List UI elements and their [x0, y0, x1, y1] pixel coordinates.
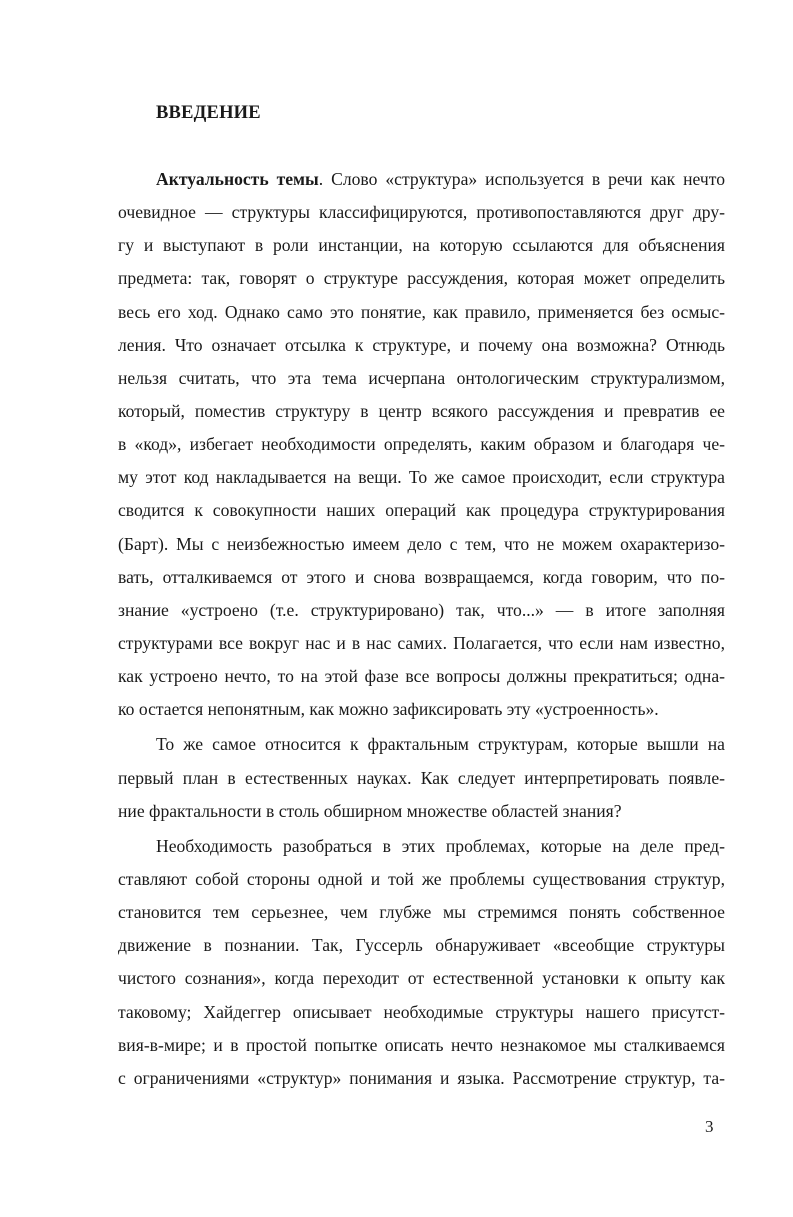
paragraph-3-line-1: Необходимость разобраться в этих проблемах, которые на деле пред- [156, 835, 725, 856]
paragraph-1-line-2: очевидное — структуры классифицируются, противопоставляются друг дру- [118, 202, 725, 223]
paragraph-3-line-6: таковому; Хайдеггер описывает необходимые структуры нашего присутст- [118, 1001, 725, 1022]
paragraph-3-line-2: ставляют собой стороны одной и той же проблемы существования структур, [118, 868, 725, 889]
paragraph-1-line-13: вать, отталкиваемся от этого и снова возвращаемся, когда говорим, что по- [118, 566, 725, 587]
paragraph-1-line-14: знание «устроено (т.е. структурировано) так, что...» — в итоге заполняя [118, 599, 725, 620]
paragraph-1-line-6: ления. Что означает отсылка к структуре, и почему она возможна? Отнюдь [118, 334, 725, 355]
paragraph-2-line-3: ние фрактальности в столь обширном множестве областей знания? [118, 800, 622, 821]
body-text [118, 163, 725, 1095]
paragraph-3-line-4: движение в познании. Так, Гуссерль обнаруживает «всеобщие структуры [118, 935, 725, 956]
paragraph-1-line-12: (Барт). Мы с неизбежностью имеем дело с тем, что не можем охарактеризо- [118, 533, 725, 554]
paragraph-3-line-7: вия-в-мире; и в простой попытке описать нечто незнакомое мы сталкиваемся [118, 1034, 725, 1055]
page-number: 3 [705, 1117, 714, 1136]
paragraph-3-line-5: чистого сознания», когда переходит от естественной установки к опыту как [118, 968, 725, 989]
paragraph-1-line-5: весь его ход. Однако само это понятие, как правило, применяется без осмыс- [118, 301, 725, 322]
section-heading: ВВЕДЕНИЕ [156, 103, 261, 123]
paragraph-1-line-1: Актуальность темы. Слово «структура» используется в речи как нечто [156, 169, 726, 189]
paragraph-2-line-1: То же самое относится к фрактальным структурам, которые вышли на [156, 734, 725, 755]
paragraph-1-line-8: который, поместив структуру в центр всякого рассуждения и превратив ее [118, 400, 725, 421]
paragraph-1-line-15: структурами все вокруг нас и в нас самих. Полагается, что если нам известно, [118, 632, 725, 653]
paragraph-1-line-4: предмета: так, говорят о структуре рассуждения, которая может определить [118, 268, 725, 289]
paragraph-1-line-3: гу и выступают в роли инстанции, на которую ссылаются для объяснения [118, 235, 725, 256]
paragraph-1-line-17: ко остается непонятным, как можно зафиксировать эту «устроенность». [118, 699, 659, 720]
paragraph-1-line-16: как устроено нечто, то на этой фазе все вопросы должны прекратиться; одна- [118, 666, 725, 687]
paragraph-1-line-7: нельзя считать, что эта тема исчерпана онтологическим структурализмом, [118, 367, 725, 388]
paragraph-3-line-3: становится тем серьезнее, чем глубже мы стремимся понять собственное [118, 902, 725, 923]
paragraph-1-line-11: сводится к совокупности наших операций как процедура структурирования [118, 500, 725, 521]
lead-term: Актуальность темы [156, 169, 319, 189]
paragraph-1-line-10: му этот код накладывается на вещи. То же самое происходит, если структура [118, 467, 725, 488]
paragraph-3-line-8: с ограничениями «структур» понимания и языка. Рассмотрение структур, та- [118, 1067, 725, 1088]
paragraph-1-line-9: в «код», избегает необходимости определять, каким образом и благодаря че- [118, 434, 725, 455]
paragraph-2-line-2: первый план в естественных науках. Как следует интерпретировать появле- [118, 767, 725, 788]
